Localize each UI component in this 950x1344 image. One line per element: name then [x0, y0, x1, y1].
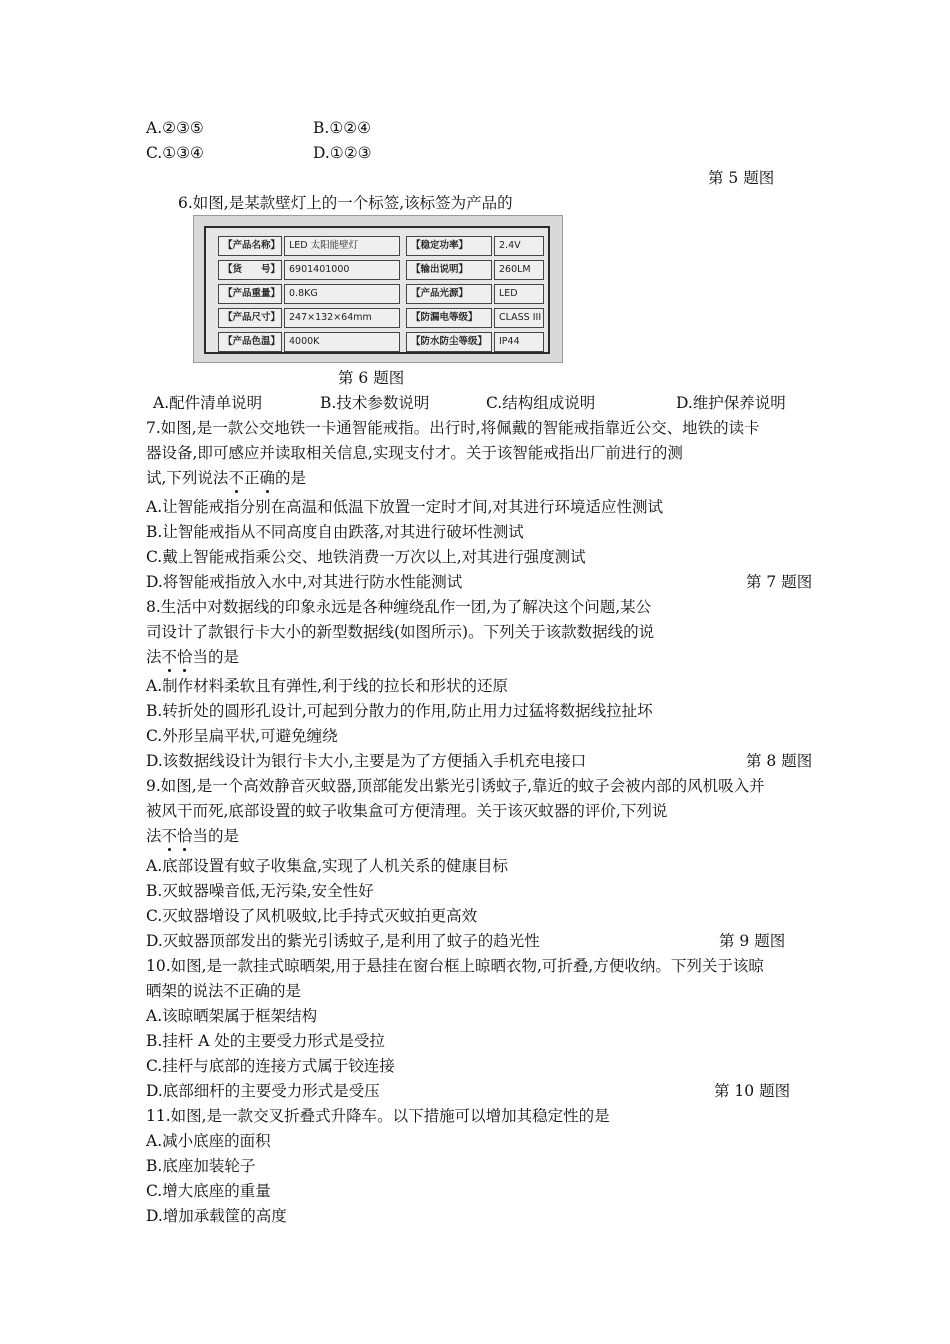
label-row [218, 284, 538, 304]
q10-stem-line-2: 晒架的说法不正确的是 [146, 982, 302, 1000]
q10-option-c: C.挂杆与底部的连接方式属于铰连接 [146, 1057, 395, 1075]
label-row [218, 236, 538, 256]
q8-stem-line-2: 司设计了款银行卡大小的新型数据线(如图所示)。下列关于该款数据线的说 [146, 623, 655, 641]
q7-stem-line-3: 试,下列说法不正确的是 [146, 469, 306, 487]
q11-option-b: B.底座加装轮子 [146, 1157, 256, 1175]
label-key: 【产品重量】 [218, 284, 282, 304]
q7-stem-line-2: 器设备,即可感应并读取相关信息,实现支付才。关于该智能戒指出厂前进行的测 [146, 444, 683, 462]
label-key: 【防漏电等级】 [406, 308, 492, 328]
q7-stem-line-1: 7.如图,是一款公交地铁一卡通智能戒指。出行时,将佩戴的智能戒指靠近公交、地铁的读卡 [146, 419, 760, 437]
label-value: IP44 [494, 332, 544, 352]
label-value: 0.8KG [284, 284, 400, 304]
label-key: 【产品色温】 [218, 332, 282, 352]
q9-stem-line-3: 法不恰当的是 [146, 827, 240, 845]
q8-figure-caption: 第 8 题图 [746, 752, 813, 770]
label-value: 247×132×64mm [284, 308, 400, 328]
q5-option-d: D.①②③ [313, 144, 372, 162]
q6-figure-caption: 第 6 题图 [338, 369, 405, 387]
label-value: 2.4V [494, 236, 544, 256]
q9-stem-line-1: 9.如图,是一个高效静音灭蚊器,顶部能发出紫光引诱蚊子,靠近的蚊子会被内部的风机吸入并 [146, 777, 765, 795]
q9-option-b: B.灭蚊器噪音低,无污染,安全性好 [146, 882, 374, 900]
q10-option-a: A.该晾晒架属于框架结构 [146, 1007, 318, 1025]
q10-stem-line-1: 10.如图,是一款挂式晾晒架,用于悬挂在窗台框上晾晒衣物,可折叠,方便收纳。下列关于该晾 [146, 957, 764, 975]
label-row [218, 308, 542, 328]
q6-option-a: A.配件清单说明 [153, 394, 263, 412]
product-label-frame [204, 226, 550, 354]
q7-option-d: D.将智能戒指放入水中,对其进行防水性能测试 [146, 573, 463, 591]
label-key: 【产品光源】 [406, 284, 492, 304]
q5-option-b: B.①②④ [313, 119, 372, 137]
q9-figure-caption: 第 9 题图 [719, 932, 786, 950]
q11-option-a: A.减小底座的面积 [146, 1132, 271, 1150]
q7-option-c: C.戴上智能戒指乘公交、地铁消费一万次以上,对其进行强度测试 [146, 548, 586, 566]
q9-option-d: D.灭蚊器顶部发出的紫光引诱蚊子,是利用了蚊子的趋光性 [146, 932, 540, 950]
label-row [218, 260, 538, 280]
q11-stem: 11.如图,是一款交叉折叠式升降车。以下措施可以增加其稳定性的是 [146, 1107, 610, 1125]
label-key: 【输出说明】 [406, 260, 492, 280]
q10-option-d: D.底部细杆的主要受力形式是受压 [146, 1082, 380, 1100]
q8-stem-line-3: 法不恰当的是 [146, 648, 240, 666]
q5-option-a: A.②③⑤ [146, 119, 204, 137]
label-key: 【稳定功率】 [406, 236, 492, 256]
label-value: CLASS III [494, 308, 544, 328]
label-value: 4000K [284, 332, 400, 352]
q8-stem-line-1: 8.生活中对数据线的印象永远是各种缠绕乱作一团,为了解决这个问题,某公 [146, 598, 652, 616]
q11-option-c: C.增大底座的重量 [146, 1182, 271, 1200]
q6-option-c: C.结构组成说明 [486, 394, 596, 412]
q8-option-c: C.外形呈扁平状,可避免缠绕 [146, 727, 338, 745]
label-key: 【产品尺寸】 [218, 308, 282, 328]
q6-option-d: D.维护保养说明 [676, 394, 786, 412]
label-value: 6901401000 [284, 260, 400, 280]
q11-option-d: D.增加承载筐的高度 [146, 1207, 287, 1225]
q7-option-a: A.让智能戒指分别在高温和低温下放置一定时才间,对其进行环境适应性测试 [146, 498, 664, 516]
q8-option-b: B.转折处的圆形孔设计,可起到分散力的作用,防止用力过猛将数据线拉扯坏 [146, 702, 653, 720]
label-key: 【产品名称】 [218, 236, 282, 256]
q6-stem: 6.如图,是某款壁灯上的一个标签,该标签为产品的 [178, 194, 513, 212]
q9-option-c: C.灭蚊器增设了风机吸蚊,比手持式灭蚊拍更高效 [146, 907, 478, 925]
product-label-image [193, 215, 563, 363]
q7-option-b: B.让智能戒指从不同高度自由跌落,对其进行破坏性测试 [146, 523, 524, 541]
q5-option-c: C.①③④ [146, 144, 204, 162]
q7-figure-caption: 第 7 题图 [746, 573, 813, 591]
q8-option-a: A.制作材料柔软且有弹性,利于线的拉长和形状的还原 [146, 677, 509, 695]
q10-option-b: B.挂杆 A 处的主要受力形式是受拉 [146, 1032, 385, 1050]
q10-figure-caption: 第 10 题图 [714, 1082, 791, 1100]
q5-figure-caption: 第 5 题图 [708, 169, 775, 187]
label-value: 260LM [494, 260, 544, 280]
q6-option-b: B.技术参数说明 [320, 394, 430, 412]
label-value: LED 太阳能壁灯 [284, 236, 400, 256]
label-row [218, 332, 538, 352]
label-key: 【防水防尘等级】 [406, 332, 492, 352]
q8-option-d: D.该数据线设计为银行卡大小,主要是为了方便插入手机充电接口 [146, 752, 587, 770]
q9-stem-line-2: 被风干而死,底部设置的蚊子收集盒可方便清理。关于该灭蚊器的评价,下列说 [146, 802, 668, 820]
label-value: LED [494, 284, 544, 304]
q9-option-a: A.底部设置有蚊子收集盒,实现了人机关系的健康目标 [146, 857, 509, 875]
label-key: 【货 号】 [218, 260, 282, 280]
